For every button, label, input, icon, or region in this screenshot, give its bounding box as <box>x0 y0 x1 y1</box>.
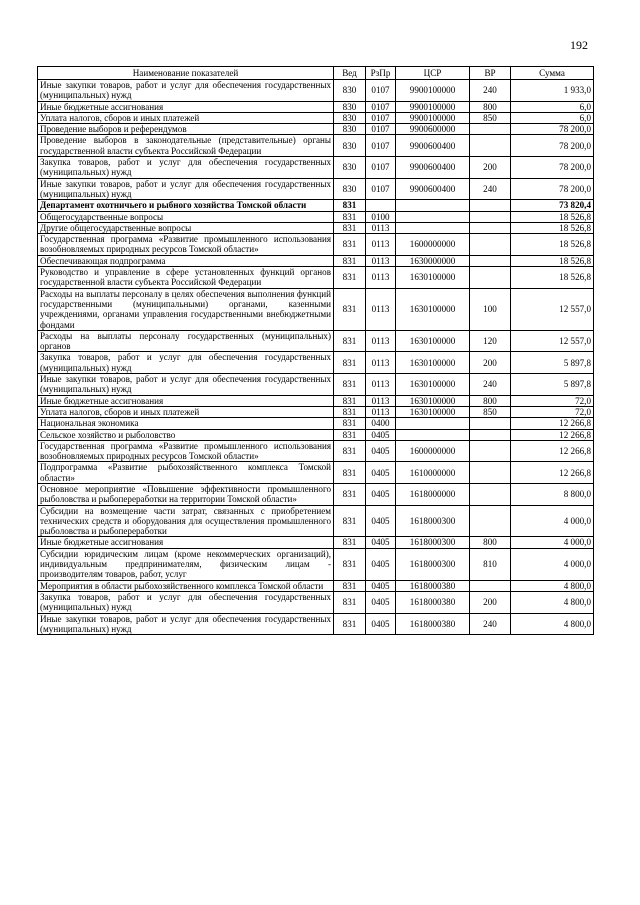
cell-csr: 9900600400 <box>396 157 470 179</box>
cell-sum: 78 200,0 <box>511 157 594 179</box>
table-row <box>38 211 594 222</box>
cell-vr <box>470 255 511 266</box>
cell-name: Закупка товаров, работ и услуг для обеспечения государственных (муниципальных) нужд <box>38 591 334 613</box>
cell-vr: 240 <box>470 178 511 200</box>
table-row <box>38 255 594 266</box>
table-row <box>38 580 594 591</box>
cell-rzpr: 0405 <box>366 483 396 505</box>
table-row <box>38 101 594 112</box>
table-row <box>38 124 594 135</box>
cell-csr: 1618000380 <box>396 580 470 591</box>
cell-rzpr: 0107 <box>366 124 396 135</box>
cell-rzpr: 0113 <box>366 267 396 289</box>
cell-name: Департамент охотничьего и рыбного хозяйства Томской области <box>38 200 334 211</box>
cell-csr: 1618000380 <box>396 591 470 613</box>
cell-ved: 831 <box>334 613 366 635</box>
cell-vr: 800 <box>470 101 511 112</box>
cell-vr: 850 <box>470 406 511 417</box>
table-row <box>38 178 594 200</box>
cell-sum: 4 000,0 <box>511 505 594 537</box>
cell-name: Общегосударственные вопросы <box>38 211 334 222</box>
cell-ved: 831 <box>334 255 366 266</box>
table-row <box>38 135 594 157</box>
cell-sum: 8 800,0 <box>511 483 594 505</box>
cell-rzpr: 0405 <box>366 429 396 440</box>
cell-csr: 1618000300 <box>396 548 470 580</box>
budget-table <box>37 66 594 635</box>
cell-name: Руководство и управление в сфере установленных функций органов государственной власти субъекта Российской Федерации <box>38 267 334 289</box>
cell-csr: 9900100000 <box>396 80 470 102</box>
cell-csr: 1618000380 <box>396 613 470 635</box>
cell-sum: 4 000,0 <box>511 548 594 580</box>
table-row <box>38 330 594 352</box>
table-row <box>38 613 594 635</box>
cell-vr: 240 <box>470 80 511 102</box>
cell-csr <box>396 429 470 440</box>
cell-ved: 831 <box>334 352 366 374</box>
cell-vr <box>470 124 511 135</box>
cell-rzpr: 0107 <box>366 157 396 179</box>
cell-vr <box>470 135 511 157</box>
cell-ved: 830 <box>334 135 366 157</box>
cell-sum: 78 200,0 <box>511 135 594 157</box>
cell-name: Закупка товаров, работ и услуг для обеспечения государственных (муниципальных) нужд <box>38 157 334 179</box>
cell-name: Сельское хозяйство и рыболовство <box>38 429 334 440</box>
cell-rzpr <box>366 200 396 211</box>
cell-name: Иные закупки товаров, работ и услуг для обеспечения государственных (муниципальных) нужд <box>38 178 334 200</box>
cell-ved: 831 <box>334 200 366 211</box>
cell-sum: 73 820,4 <box>511 200 594 211</box>
cell-rzpr: 0113 <box>366 330 396 352</box>
table-row <box>38 374 594 396</box>
header-sum: Сумма <box>511 67 594 80</box>
cell-csr: 1630100000 <box>396 288 470 330</box>
cell-rzpr: 0113 <box>366 395 396 406</box>
table-row <box>38 418 594 429</box>
table-row <box>38 352 594 374</box>
cell-csr: 1618000300 <box>396 505 470 537</box>
cell-csr <box>396 222 470 233</box>
cell-rzpr: 0405 <box>366 440 396 462</box>
cell-ved: 831 <box>334 537 366 548</box>
cell-name: Мероприятия в области рыбохозяйственного комплекса Томской области <box>38 580 334 591</box>
cell-csr <box>396 211 470 222</box>
cell-rzpr: 0113 <box>366 255 396 266</box>
cell-ved: 831 <box>334 374 366 396</box>
cell-name: Основное мероприятие «Повышение эффективности промышленного рыболовства и рыбопереработки на территории Томской области» <box>38 483 334 505</box>
cell-csr <box>396 200 470 211</box>
cell-sum: 78 200,0 <box>511 124 594 135</box>
header-vr: ВР <box>470 67 511 80</box>
cell-name: Уплата налогов, сборов и иных платежей <box>38 112 334 123</box>
cell-ved: 831 <box>334 211 366 222</box>
cell-sum: 6,0 <box>511 112 594 123</box>
cell-ved: 831 <box>334 234 366 256</box>
cell-rzpr: 0107 <box>366 112 396 123</box>
table-row <box>38 395 594 406</box>
table-row <box>38 222 594 233</box>
cell-vr <box>470 267 511 289</box>
cell-name: Иные закупки товаров, работ и услуг для обеспечения государственных (муниципальных) нужд <box>38 613 334 635</box>
cell-ved: 831 <box>334 462 366 484</box>
cell-sum: 5 897,8 <box>511 352 594 374</box>
cell-sum: 18 526,8 <box>511 234 594 256</box>
cell-rzpr: 0113 <box>366 288 396 330</box>
cell-sum: 18 526,8 <box>511 222 594 233</box>
header-rzpr: РзПр <box>366 67 396 80</box>
cell-vr <box>470 462 511 484</box>
cell-name: Субсидии на возмещение части затрат, связанных с приобретением технических средств и оборудования для осуществления промышленного рыболовства и рыбопереработки <box>38 505 334 537</box>
cell-name: Иные закупки товаров, работ и услуг для обеспечения государственных (муниципальных) нужд <box>38 374 334 396</box>
cell-rzpr: 0405 <box>366 613 396 635</box>
cell-name: Расходы на выплаты персоналу в целях обеспечения выполнения функций государственными (муниципальными) органами, казенными учреждениями, органами управления государственными внебюджетными фондами <box>38 288 334 330</box>
cell-ved: 831 <box>334 418 366 429</box>
cell-ved: 831 <box>334 267 366 289</box>
cell-rzpr: 0113 <box>366 222 396 233</box>
cell-csr: 1630100000 <box>396 352 470 374</box>
cell-vr: 100 <box>470 288 511 330</box>
table-row <box>38 157 594 179</box>
table-row <box>38 440 594 462</box>
cell-name: Иные бюджетные ассигнования <box>38 101 334 112</box>
cell-rzpr: 0113 <box>366 234 396 256</box>
cell-ved: 831 <box>334 548 366 580</box>
cell-vr: 810 <box>470 548 511 580</box>
cell-ved: 830 <box>334 101 366 112</box>
cell-name: Иные бюджетные ассигнования <box>38 395 334 406</box>
table-row <box>38 505 594 537</box>
table-body <box>38 80 594 635</box>
cell-csr: 1630000000 <box>396 255 470 266</box>
cell-vr <box>470 418 511 429</box>
cell-csr: 9900600400 <box>396 135 470 157</box>
cell-ved: 830 <box>334 124 366 135</box>
cell-rzpr: 0405 <box>366 462 396 484</box>
cell-sum: 72,0 <box>511 395 594 406</box>
cell-csr: 1618000000 <box>396 483 470 505</box>
cell-sum: 12 557,0 <box>511 330 594 352</box>
cell-rzpr: 0107 <box>366 80 396 102</box>
cell-sum: 18 526,8 <box>511 211 594 222</box>
cell-vr: 800 <box>470 395 511 406</box>
cell-vr: 200 <box>470 591 511 613</box>
cell-ved: 831 <box>334 222 366 233</box>
cell-vr: 850 <box>470 112 511 123</box>
cell-vr: 200 <box>470 352 511 374</box>
cell-vr <box>470 580 511 591</box>
table-header-row <box>38 67 594 80</box>
cell-csr: 1610000000 <box>396 462 470 484</box>
cell-ved: 830 <box>334 112 366 123</box>
cell-vr <box>470 429 511 440</box>
cell-rzpr: 0113 <box>366 352 396 374</box>
cell-rzpr: 0405 <box>366 591 396 613</box>
cell-sum: 6,0 <box>511 101 594 112</box>
cell-vr: 120 <box>470 330 511 352</box>
cell-vr: 200 <box>470 157 511 179</box>
cell-rzpr: 0405 <box>366 548 396 580</box>
cell-sum: 5 897,8 <box>511 374 594 396</box>
cell-name: Уплата налогов, сборов и иных платежей <box>38 406 334 417</box>
cell-vr <box>470 211 511 222</box>
cell-vr: 800 <box>470 537 511 548</box>
cell-sum: 72,0 <box>511 406 594 417</box>
cell-ved: 831 <box>334 483 366 505</box>
table-row <box>38 462 594 484</box>
table-row <box>38 429 594 440</box>
cell-sum: 18 526,8 <box>511 255 594 266</box>
cell-vr <box>470 483 511 505</box>
cell-sum: 4 800,0 <box>511 613 594 635</box>
cell-name: Проведение выборов в законодательные (представительные) органы государственной власти субъекта Российской Федерации <box>38 135 334 157</box>
cell-rzpr: 0113 <box>366 406 396 417</box>
cell-ved: 830 <box>334 157 366 179</box>
cell-ved: 831 <box>334 591 366 613</box>
cell-sum: 12 266,8 <box>511 429 594 440</box>
cell-csr: 9900600000 <box>396 124 470 135</box>
cell-name: Государственная программа «Развитие промышленного использования возобновляемых природных ресурсов Томской области» <box>38 440 334 462</box>
cell-vr <box>470 200 511 211</box>
table-row <box>38 406 594 417</box>
cell-name: Проведение выборов и референдумов <box>38 124 334 135</box>
cell-rzpr: 0405 <box>366 537 396 548</box>
table-row <box>38 548 594 580</box>
header-csr: ЦСР <box>396 67 470 80</box>
cell-ved: 831 <box>334 288 366 330</box>
cell-name: Другие общегосударственные вопросы <box>38 222 334 233</box>
table-row <box>38 80 594 102</box>
cell-name: Иные бюджетные ассигнования <box>38 537 334 548</box>
cell-rzpr: 0113 <box>366 374 396 396</box>
cell-sum: 12 266,8 <box>511 462 594 484</box>
cell-rzpr: 0405 <box>366 580 396 591</box>
table-row <box>38 288 594 330</box>
cell-ved: 831 <box>334 440 366 462</box>
cell-name: Субсидии юридическим лицам (кроме некоммерческих организаций), индивидуальным предпринимателям, физическим лицам - производителям товаров, работ, услуг <box>38 548 334 580</box>
cell-ved: 830 <box>334 80 366 102</box>
cell-rzpr: 0107 <box>366 135 396 157</box>
cell-sum: 78 200,0 <box>511 178 594 200</box>
header-ved: Вед <box>334 67 366 80</box>
cell-csr: 1630100000 <box>396 406 470 417</box>
cell-vr <box>470 222 511 233</box>
cell-vr <box>470 234 511 256</box>
cell-vr <box>470 440 511 462</box>
cell-name: Национальная экономика <box>38 418 334 429</box>
cell-ved: 830 <box>334 178 366 200</box>
cell-csr: 9900100000 <box>396 112 470 123</box>
cell-csr: 1630100000 <box>396 395 470 406</box>
page-number: 192 <box>570 38 588 52</box>
cell-csr: 1600000000 <box>396 234 470 256</box>
cell-name: Закупка товаров, работ и услуг для обеспечения государственных (муниципальных) нужд <box>38 352 334 374</box>
cell-csr: 1630100000 <box>396 330 470 352</box>
cell-ved: 831 <box>334 580 366 591</box>
cell-ved: 831 <box>334 395 366 406</box>
table-row <box>38 591 594 613</box>
cell-vr: 240 <box>470 374 511 396</box>
cell-ved: 831 <box>334 406 366 417</box>
cell-csr: 1630100000 <box>396 374 470 396</box>
cell-rzpr: 0107 <box>366 178 396 200</box>
cell-sum: 12 266,8 <box>511 440 594 462</box>
table-row <box>38 234 594 256</box>
cell-vr <box>470 505 511 537</box>
cell-sum: 1 933,0 <box>511 80 594 102</box>
cell-name: Подпрограмма «Развитие рыбохозяйственного комплекса Томской области» <box>38 462 334 484</box>
cell-sum: 4 800,0 <box>511 580 594 591</box>
cell-csr <box>396 418 470 429</box>
cell-name: Расходы на выплаты персоналу государственных (муниципальных) органов <box>38 330 334 352</box>
cell-ved: 831 <box>334 330 366 352</box>
table-row <box>38 112 594 123</box>
cell-csr: 9900600400 <box>396 178 470 200</box>
cell-rzpr: 0107 <box>366 101 396 112</box>
cell-sum: 12 266,8 <box>511 418 594 429</box>
cell-vr: 240 <box>470 613 511 635</box>
table-row <box>38 200 594 211</box>
table-row <box>38 267 594 289</box>
cell-sum: 18 526,8 <box>511 267 594 289</box>
cell-csr: 1630100000 <box>396 267 470 289</box>
table-row <box>38 483 594 505</box>
cell-name: Иные закупки товаров, работ и услуг для обеспечения государственных (муниципальных) нужд <box>38 80 334 102</box>
header-name: Наименование показателей <box>38 67 334 80</box>
cell-rzpr: 0400 <box>366 418 396 429</box>
cell-rzpr: 0100 <box>366 211 396 222</box>
table-row <box>38 537 594 548</box>
cell-ved: 831 <box>334 429 366 440</box>
cell-csr: 1618000300 <box>396 537 470 548</box>
cell-rzpr: 0405 <box>366 505 396 537</box>
cell-csr: 1600000000 <box>396 440 470 462</box>
cell-sum: 4 800,0 <box>511 591 594 613</box>
cell-sum: 4 000,0 <box>511 537 594 548</box>
cell-name: Обеспечивающая подпрограмма <box>38 255 334 266</box>
cell-name: Государственная программа «Развитие промышленного использования возобновляемых природных ресурсов Томской области» <box>38 234 334 256</box>
cell-ved: 831 <box>334 505 366 537</box>
cell-csr: 9900100000 <box>396 101 470 112</box>
cell-sum: 12 557,0 <box>511 288 594 330</box>
